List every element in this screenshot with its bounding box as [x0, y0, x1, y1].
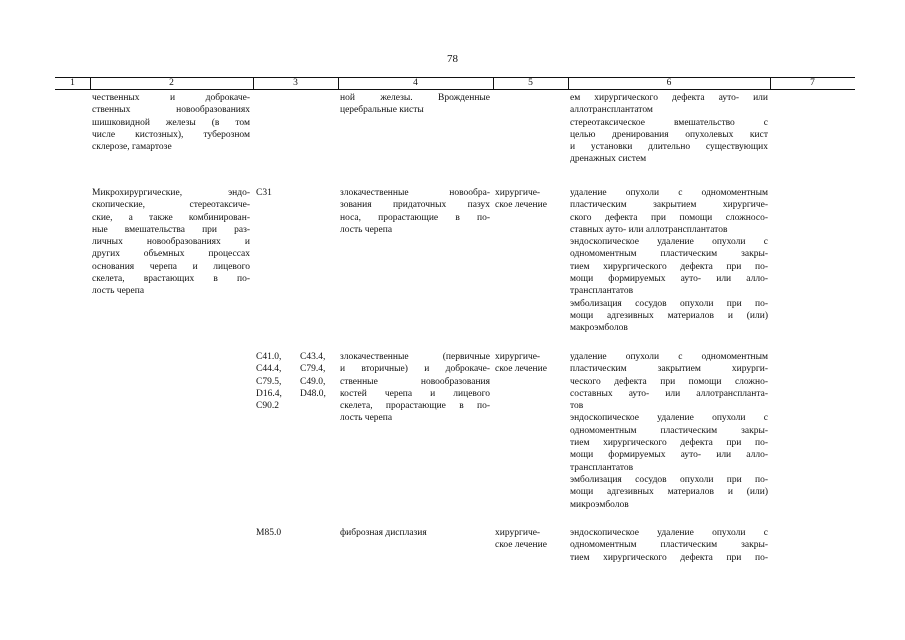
row1-condition — [340, 92, 490, 117]
text-line: пластическим закрытием хирурги- — [570, 364, 768, 375]
row2-condition — [340, 187, 490, 236]
text-line: ческого дефекта при помощи сложно- — [570, 376, 768, 387]
row4-icd-code — [256, 527, 281, 539]
text-line: мощи формируемых ауто- или алло- — [570, 274, 768, 285]
text-line: мощи адгезивных материалов и (или) — [570, 310, 768, 321]
text-line: аллотрансплантатом — [570, 105, 653, 116]
text-line: одномоментным пластическим закры- — [570, 425, 768, 436]
text-line: ственные новообразования — [340, 376, 490, 387]
row1-diagnosis-group — [92, 92, 250, 153]
text-line: целью дренирования опухолевых кист — [570, 129, 768, 140]
row4-method — [570, 527, 768, 564]
text-line: составных ауто- или аллотранспланта- — [570, 388, 768, 399]
text-line: других объемных процессах — [92, 249, 250, 260]
text-line: хирургиче- — [495, 188, 541, 198]
text-line: тием хирургического дефекта при по- — [570, 261, 768, 272]
icd-code: D16.4, — [256, 388, 282, 399]
text-line: злокачественные (первичные — [340, 352, 490, 362]
icd-code: C49.0, — [300, 376, 326, 387]
row3-icd-codes-left — [256, 351, 282, 412]
text-line: основания черепа и лицевого — [92, 261, 250, 272]
text-line: эмболизация сосудов опухоли при по- — [570, 298, 768, 309]
column-number-3: 3 — [293, 78, 298, 88]
icd-code: C90.2 — [256, 401, 279, 412]
text-line: эндоскопическое удаление опухоли с — [570, 528, 768, 538]
text-line: носа, прорастающие в по- — [340, 212, 490, 223]
text-line: ной железы. Врожденные — [340, 93, 490, 103]
text-line: тием хирургического дефекта при по- — [570, 438, 768, 449]
table-header-bottom-border — [55, 89, 855, 90]
icd-code: C44.4, — [256, 364, 282, 375]
column-number-4: 4 — [413, 78, 418, 88]
text-line: ское лечение — [495, 364, 547, 375]
icd-code: C31 — [256, 188, 272, 198]
row3-condition — [340, 351, 490, 425]
text-line: мощи адгезивных материалов и (или) — [570, 487, 768, 498]
text-line: ское лечение — [495, 200, 547, 211]
row2-icd-code — [256, 187, 272, 199]
text-line: ское лечение — [495, 540, 547, 551]
row4-condition — [340, 527, 490, 539]
column-number-7: 7 — [810, 78, 815, 88]
text-line: макроэмболов — [570, 323, 628, 334]
text-line: эндоскопическое удаление опухоли с — [570, 237, 768, 248]
text-line: ственных новообразованиях — [92, 105, 250, 116]
text-line: личных новообразованиях и — [92, 237, 250, 248]
text-line: скопические, стереотаксиче- — [92, 200, 250, 211]
row3-treatment-type — [495, 351, 567, 376]
text-line: тов — [570, 401, 584, 412]
text-line: трансплантатов — [570, 286, 634, 297]
text-line: лость черепа — [92, 286, 145, 297]
text-line: ские, а также комбинирован- — [92, 212, 250, 223]
text-line: хирургиче- — [495, 352, 541, 362]
text-line: трансплантатов — [570, 462, 634, 473]
text-line: склерозе, гамартозе — [92, 142, 172, 153]
text-line: и установки длительно существующих — [570, 142, 768, 153]
text-line: ем хирургического дефекта ауто- или — [570, 93, 768, 103]
text-line: удаление опухоли с одномоментным — [570, 352, 768, 362]
text-line: удаление опухоли с одномоментным — [570, 188, 768, 198]
column-number-5: 5 — [528, 78, 533, 88]
row2-treatment-type — [495, 187, 567, 212]
text-line: скелета, прорастающие в по- — [340, 401, 490, 412]
row2-diagnosis-group — [92, 187, 250, 298]
row3-icd-codes-right — [300, 351, 326, 400]
row3-method — [570, 351, 768, 511]
text-line: эндоскопическое удаление опухоли с — [570, 413, 768, 424]
text-line: зования придаточных пазух — [340, 200, 490, 211]
text-line: тием хирургического дефекта при по- — [570, 552, 768, 563]
text-line: лость черепа — [340, 413, 393, 424]
text-line: скелета, врастающих в по- — [92, 274, 250, 285]
text-line: Микрохирургические, эндо- — [92, 188, 250, 198]
text-line: ставных ауто- или аллотрансплантатов — [570, 224, 728, 235]
column-number-6: 6 — [666, 78, 672, 88]
column-number-1: 1 — [70, 78, 75, 88]
icd-code: D48.0, — [300, 388, 326, 399]
text-line: стереотаксическое вмешательство с — [570, 117, 768, 128]
text-line: микроэмболов — [570, 499, 629, 510]
row2-method — [570, 187, 768, 335]
text-line: ского дефекта при помощи сложносо- — [570, 212, 768, 223]
text-line: лость черепа — [340, 224, 393, 235]
icd-code: C79.5, — [256, 376, 282, 387]
icd-code: C41.0, — [256, 352, 282, 362]
text-line: дренажных систем — [570, 154, 647, 165]
text-line: пластическим закрытием хирургиче- — [570, 200, 768, 211]
row4-treatment-type — [495, 527, 567, 552]
text-line: чественных и доброкаче- — [92, 93, 250, 103]
text-line: одномоментным пластическим закры- — [570, 249, 768, 260]
text-line: хирургиче- — [495, 528, 541, 538]
column-number-2: 2 — [169, 78, 174, 88]
text-line: фиброзная дисплазия — [340, 528, 427, 538]
text-line: шишковидной железы (в том — [92, 117, 250, 128]
icd-code: C43.4, — [300, 352, 326, 362]
text-line: костей черепа и лицевого — [340, 388, 490, 399]
text-line: мощи формируемых ауто- или алло- — [570, 450, 768, 461]
text-line: церебральные кисты — [340, 105, 424, 116]
page-number: 78 — [447, 53, 458, 65]
row1-method — [570, 92, 768, 166]
icd-code: C79.4, — [300, 364, 326, 375]
text-line: ные вмешательства при раз- — [92, 224, 250, 235]
icd-code: M85.0 — [256, 528, 282, 538]
text-line: числе кистозных), туберозном — [92, 129, 250, 140]
text-line: эмболизация сосудов опухоли при по- — [570, 474, 768, 485]
text-line: одномоментным пластическим закры- — [570, 540, 768, 551]
text-line: злокачественные новообра- — [340, 188, 490, 198]
text-line: и вторичные) и доброкаче- — [340, 364, 490, 375]
